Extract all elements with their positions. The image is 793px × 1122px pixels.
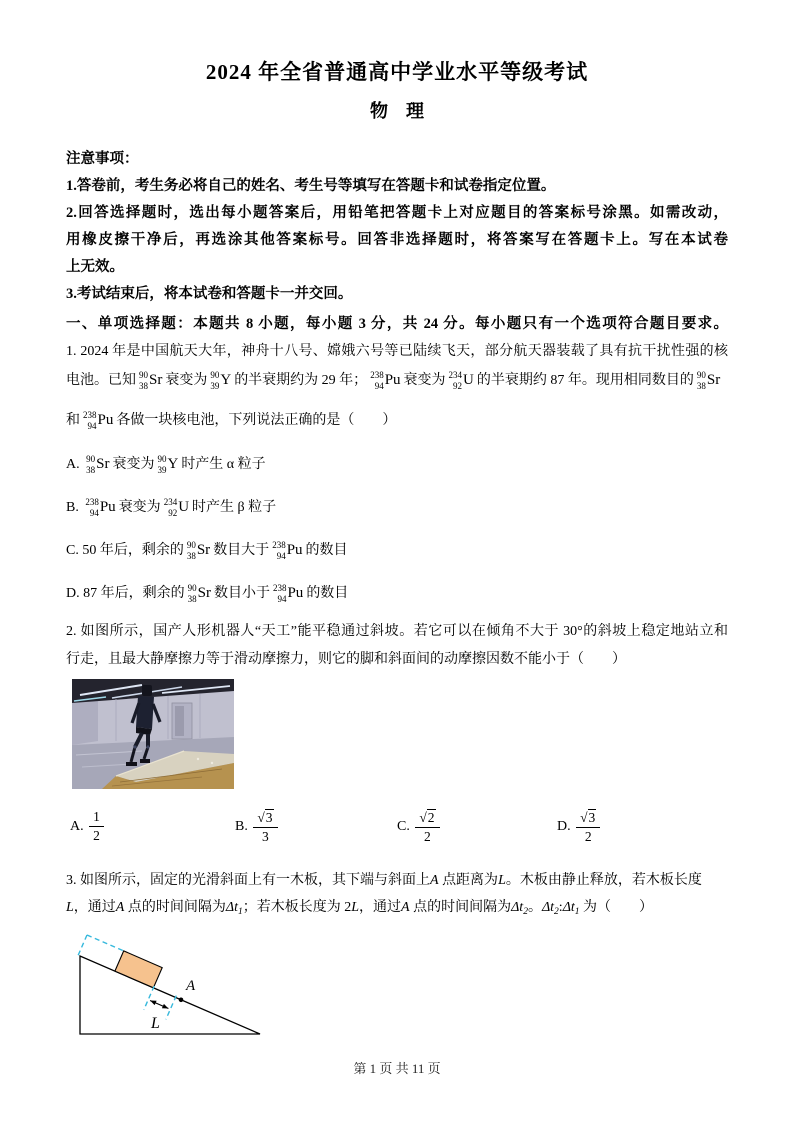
- text-run: Δt: [511, 900, 524, 915]
- isotope: [86, 454, 109, 475]
- notice-block: [66, 146, 728, 308]
- option-c: [397, 804, 442, 850]
- isotope-numbers: [85, 497, 99, 518]
- notice-line: 上无效。: [66, 259, 124, 275]
- notice-line: 2.回答选择题时，选出每小题答案后，用铅笔把答题卡上对应题目的答案标号涂黑。如需改动，: [66, 205, 728, 221]
- text-run: A: [115, 900, 125, 915]
- isotope: [210, 370, 231, 391]
- question-2-options: [66, 804, 728, 850]
- denominator: 3: [262, 828, 269, 844]
- atomic-number: 38: [187, 593, 197, 604]
- text-run: D. 87 年后，剩余的: [66, 586, 185, 601]
- denominator: 2: [584, 828, 592, 844]
- option-a: [70, 804, 106, 850]
- atomic-number: 38: [696, 380, 706, 391]
- mass-number: 234: [448, 370, 463, 381]
- diagram-point-label: A: [186, 978, 196, 994]
- element-symbol: Sr: [196, 542, 211, 559]
- page-footer: 第 1 页 共 11 页: [353, 1061, 441, 1076]
- element-symbol: U: [178, 499, 190, 516]
- section-heading: 一、单项选择题：本题共 8 小题，每小题 3 分，共 24 分。每小题只有一个选项符合题目要求。: [66, 316, 728, 332]
- isotope: [187, 540, 210, 561]
- question-2-line: 行走，且最大静摩擦力等于滑动摩擦力，则它的脚和斜面间的动摩擦因数不能小于（ ）: [66, 652, 626, 667]
- atomic-number: 38: [86, 464, 96, 475]
- text-run: B.: [66, 500, 83, 515]
- text-run: C.: [397, 819, 414, 834]
- isotope-numbers: [164, 497, 178, 518]
- atomic-number: 39: [157, 464, 167, 475]
- isotope: [449, 370, 474, 391]
- element-symbol: Pu: [286, 542, 303, 559]
- radicand: 2: [427, 809, 435, 825]
- numerator: 1: [89, 809, 104, 827]
- fraction: [89, 809, 104, 844]
- mass-number: 238: [272, 583, 287, 594]
- element-symbol: Y: [220, 372, 232, 389]
- robot-photo: [72, 679, 234, 789]
- mass-number: 234: [163, 497, 178, 508]
- mass-number: 90: [157, 454, 167, 465]
- option-c: [66, 529, 728, 572]
- atomic-number: 92: [453, 380, 463, 391]
- text-run: Δt: [541, 900, 555, 915]
- numerator: [253, 809, 277, 828]
- text-run: 时产生 β 粒子: [192, 500, 277, 515]
- text-run: 点的时间间隔为: [409, 900, 512, 915]
- text-run: 衰变为: [118, 500, 161, 515]
- text-run: A.: [66, 457, 84, 472]
- text-run: L: [66, 900, 74, 915]
- isotope-numbers: [273, 583, 287, 604]
- isotope-numbers: [697, 370, 706, 391]
- isotope-numbers: [139, 370, 148, 391]
- text-run: 。木板由静止释放，若木板长度: [505, 873, 702, 888]
- text-run: 各做一块核电池，下列说法正确的是（ ）: [116, 413, 397, 428]
- text-run: 的半衰期约 87 年。现用相同数目的: [476, 373, 694, 388]
- text-run: 的数目: [306, 586, 349, 601]
- question-3-line: [66, 871, 728, 891]
- element-symbol: Pu: [287, 585, 304, 602]
- mass-number: 90: [86, 454, 96, 465]
- text-run: ，通过: [359, 900, 402, 915]
- text-run: 电池。已知: [66, 373, 136, 388]
- diagram-length-label: L: [151, 1015, 160, 1032]
- radical-sign: √: [580, 809, 588, 825]
- element-symbol: Pu: [99, 499, 116, 516]
- option-b: [235, 804, 280, 850]
- element-symbol: Sr: [96, 456, 110, 473]
- text-run: 3. 如图所示，固定的光滑斜面上有一木板，其下端与斜面上: [66, 873, 430, 888]
- incline-diagram-svg: [70, 930, 320, 1048]
- mass-number: 238: [370, 370, 384, 381]
- question-1-line: [66, 360, 728, 402]
- numerator: [576, 809, 600, 828]
- text-run: 衰变为: [165, 373, 208, 388]
- isotope: [370, 370, 400, 391]
- text-run: 为（ ）: [579, 900, 654, 915]
- element-symbol: Sr: [149, 372, 163, 389]
- element-symbol: Pu: [384, 372, 401, 389]
- isotope-numbers: [449, 370, 463, 391]
- fraction: [415, 809, 439, 845]
- text-run: 和: [66, 413, 80, 428]
- notice-heading: 注意事项：: [66, 151, 139, 167]
- atomic-number: 94: [277, 593, 287, 604]
- text-run: 2: [554, 907, 559, 917]
- isotope-numbers: [370, 370, 384, 391]
- robot-photo-illustration: [72, 679, 234, 789]
- text-run: L: [351, 900, 360, 915]
- question-1-line: [66, 400, 728, 442]
- text-run: 的半衰期约为 29 年；: [234, 373, 368, 388]
- mass-number: 90: [210, 370, 220, 381]
- atomic-number: 39: [210, 380, 220, 391]
- notice-line: 用橡皮擦干净后，再选涂其他答案标号。回答非选择题时，将答案写在答题卡上。写在本试卷: [66, 232, 728, 248]
- mass-number: 238: [272, 540, 286, 551]
- isotope: [697, 370, 720, 391]
- page-title: 2024 年全省普通高中学业水平等级考试: [205, 60, 589, 84]
- option-b: [66, 486, 728, 529]
- mass-number: 90: [696, 370, 706, 381]
- atomic-number: 94: [89, 507, 99, 518]
- incline-diagram: [70, 930, 320, 1048]
- radicand: 3: [265, 809, 273, 825]
- text-run: 数目小于: [213, 586, 270, 601]
- radicand: 3: [588, 809, 596, 825]
- text-run: 衰变为: [112, 457, 155, 472]
- isotope-numbers: [210, 370, 219, 391]
- text-run: 点距离为: [438, 873, 499, 888]
- mass-number: 90: [139, 370, 148, 381]
- isotope-numbers: [157, 454, 166, 475]
- fraction: [576, 809, 600, 845]
- question-3-line: [66, 897, 728, 923]
- atomic-number: 94: [276, 550, 286, 561]
- text-run: B.: [235, 819, 252, 834]
- radical-sign: √: [257, 809, 265, 825]
- text-run: 数目大于: [213, 543, 270, 558]
- option-d: [66, 572, 728, 615]
- text-run: L: [498, 873, 506, 888]
- text-run: 的数目: [305, 543, 348, 558]
- text-run: :: [558, 900, 563, 915]
- mass-number: 238: [85, 497, 99, 508]
- isotope: [83, 410, 113, 431]
- isotope: [272, 540, 302, 561]
- text-run: 1: [237, 907, 243, 917]
- text-run: Δt: [562, 900, 575, 915]
- isotope: [139, 370, 162, 391]
- text-run: A.: [70, 819, 88, 834]
- notice-line: 3.考试结束后，将本试卷和答题卡一并交回。: [66, 286, 353, 302]
- text-run: 点的时间间隔为: [124, 900, 226, 915]
- isotope-numbers: [272, 540, 286, 561]
- text-run: ；若木板长度为 2: [242, 900, 352, 915]
- text-run: ，通过: [73, 900, 116, 915]
- atomic-number: 38: [139, 380, 148, 391]
- text-run: A: [401, 900, 410, 915]
- text-run: 1: [574, 907, 580, 917]
- element-symbol: Sr: [197, 585, 211, 602]
- text-run: C. 50 年后，剩余的: [66, 543, 184, 558]
- question-1-line: 1. 2024 年是中国航天大年，神舟十八号、嫦娥六号等已陆续飞天，部分航天器装载了具有抗干扰性强的核: [66, 344, 728, 359]
- atomic-number: 38: [186, 550, 196, 561]
- element-symbol: Sr: [706, 372, 721, 389]
- atomic-number: 94: [374, 380, 384, 391]
- mass-number: 90: [186, 540, 196, 551]
- text-run: 。: [527, 900, 542, 915]
- isotope: [157, 454, 178, 475]
- numerator: [415, 809, 439, 828]
- element-symbol: U: [463, 372, 474, 389]
- isotope-numbers: [187, 540, 196, 561]
- atomic-number: 94: [87, 420, 97, 431]
- text-run: D.: [557, 819, 575, 834]
- isotope: [85, 497, 115, 518]
- text-run: 时产生 α 粒子: [181, 457, 266, 472]
- isotope-numbers: [83, 410, 97, 431]
- isotope-numbers: [86, 454, 95, 475]
- atomic-number: 92: [168, 507, 178, 518]
- question-1-options: [66, 443, 728, 615]
- notice-line: 1.答卷前，考生务必将自己的姓名、考生号等填写在答题卡和试卷指定位置。: [66, 178, 556, 194]
- question-2-line: 2. 如图所示，国产人形机器人“天工”能平稳通过斜坡。若它可以在倾角不大于 30°的斜坡上稳定地站立和: [66, 624, 728, 639]
- fraction: [253, 809, 277, 845]
- text-run: Δt: [225, 900, 238, 915]
- option-a: [66, 443, 728, 486]
- denominator: 2: [93, 828, 100, 844]
- denominator: 2: [424, 828, 431, 844]
- text-run: A: [430, 873, 439, 888]
- isotope: [273, 583, 303, 604]
- text-run: 衰变为: [403, 373, 446, 388]
- mass-number: 90: [187, 583, 197, 594]
- radical-sign: √: [419, 809, 427, 825]
- isotope: [188, 583, 211, 604]
- text-run: 2: [523, 907, 528, 917]
- subject-title: 物 理: [370, 101, 424, 121]
- isotope-numbers: [188, 583, 197, 604]
- element-symbol: Pu: [97, 412, 114, 429]
- mass-number: 238: [83, 410, 97, 421]
- option-d: [557, 804, 602, 850]
- isotope: [164, 497, 189, 518]
- element-symbol: Y: [167, 456, 179, 473]
